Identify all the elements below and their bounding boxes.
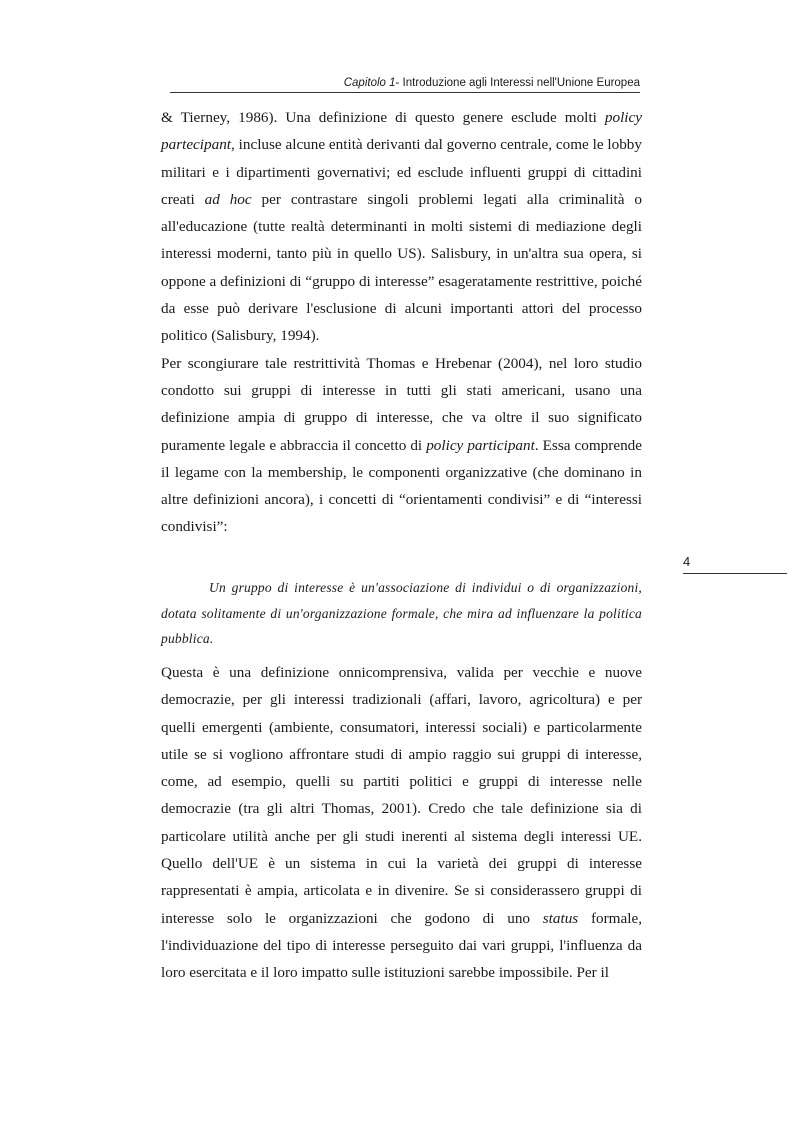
p1-text-3: per contrastare singoli problemi legati alla criminalità o all'educazione (tutte realtà determinanti in molti sistemi di mediazione degli interessi moderni, tanto più in quello US). Salisbury, in un'altra sua opera, si oppone a definizioni di “gruppo di interesse” esageratamente restrittive, poiché da esse può derivare l'esclusione di alcuni importanti attori del processo politico (Salisbury, 1994). (161, 190, 642, 345)
p2-text-2: . Essa comprende il legame con la membership, le componenti organizzative (che dominano in altre definizioni ancora), i concetti di “orientamenti condivisi” e di “interessi condivisi”: (161, 436, 642, 536)
quote-text: Un gruppo di interesse è un'associazione di individui o di organizzazioni, dotata solitamente di un'organizzazione formale, che mira ad influenzare la politica pubblica. (161, 580, 642, 646)
paragraph-1 (161, 104, 642, 541)
chapter-title: - Introduzione agli Interessi nell'Unione Europea (395, 77, 640, 89)
p1-text-1: & Tierney, 1986). Una definizione di questo genere esclude molti (161, 109, 605, 126)
p1-italic-1: policy partecipant (161, 109, 642, 154)
paragraph-2 (161, 350, 642, 541)
p1-italic-2: ad hoc (204, 190, 252, 208)
page-number: 4 (683, 553, 787, 574)
running-header (170, 74, 640, 93)
p3-text-1: Questa è una definizione onnicomprensiva, valida per vecchie e nuove democrazie, per gli interessi tradizionali (affari, lavoro, agricoltura) e per quelli emergenti (ambiente, consumatori, interessi sociali) e particolarmente utile se si vogliono affrontare studi di ampio raggio sui gruppi di interesse, come, ad esempio, quelli su partiti politici e gruppi di interesse nelle democrazie (tra gli altri Thomas, 2001). Credo che tale definizione sia di particolare utilità anche per gli studi inerenti al sistema degli interessi UE. Quello dell'UE è un sistema in cui la varietà dei gruppi di interesse rappresentati è ampia, articolata e in divenire. Se si considerassero gruppi di interesse solo le organizzazioni che godono di uno (161, 664, 642, 927)
p3-text-2: formale, l'individuazione del tipo di interesse perseguito dai vari gruppi, l'influenza da loro esercitata e il loro impatto sulle istituzioni sarebbe impossibile. Per il (161, 909, 642, 982)
p2-italic-1: policy participant (426, 436, 535, 454)
block-quote (161, 575, 642, 652)
p1-text-2: , incluse alcune entità derivanti dal governo centrale, come le lobby militari e i dipartimenti governativi; ed esclude influenti gruppi di cittadini creati (161, 136, 642, 208)
p2-text-1: Per scongiurare tale restrittività Thomas e Hrebenar (2004), nel loro studio condotto sui gruppi di interesse in tutti gli stati americani, usano una definizione ampia di gruppo di interesse, che va oltre il suo significato puramente legale e abbraccia il concetto di (161, 354, 642, 454)
chapter-label: Capitolo 1 (343, 77, 396, 89)
paragraph-3 (161, 659, 642, 987)
p3-italic-1: status (542, 909, 579, 927)
